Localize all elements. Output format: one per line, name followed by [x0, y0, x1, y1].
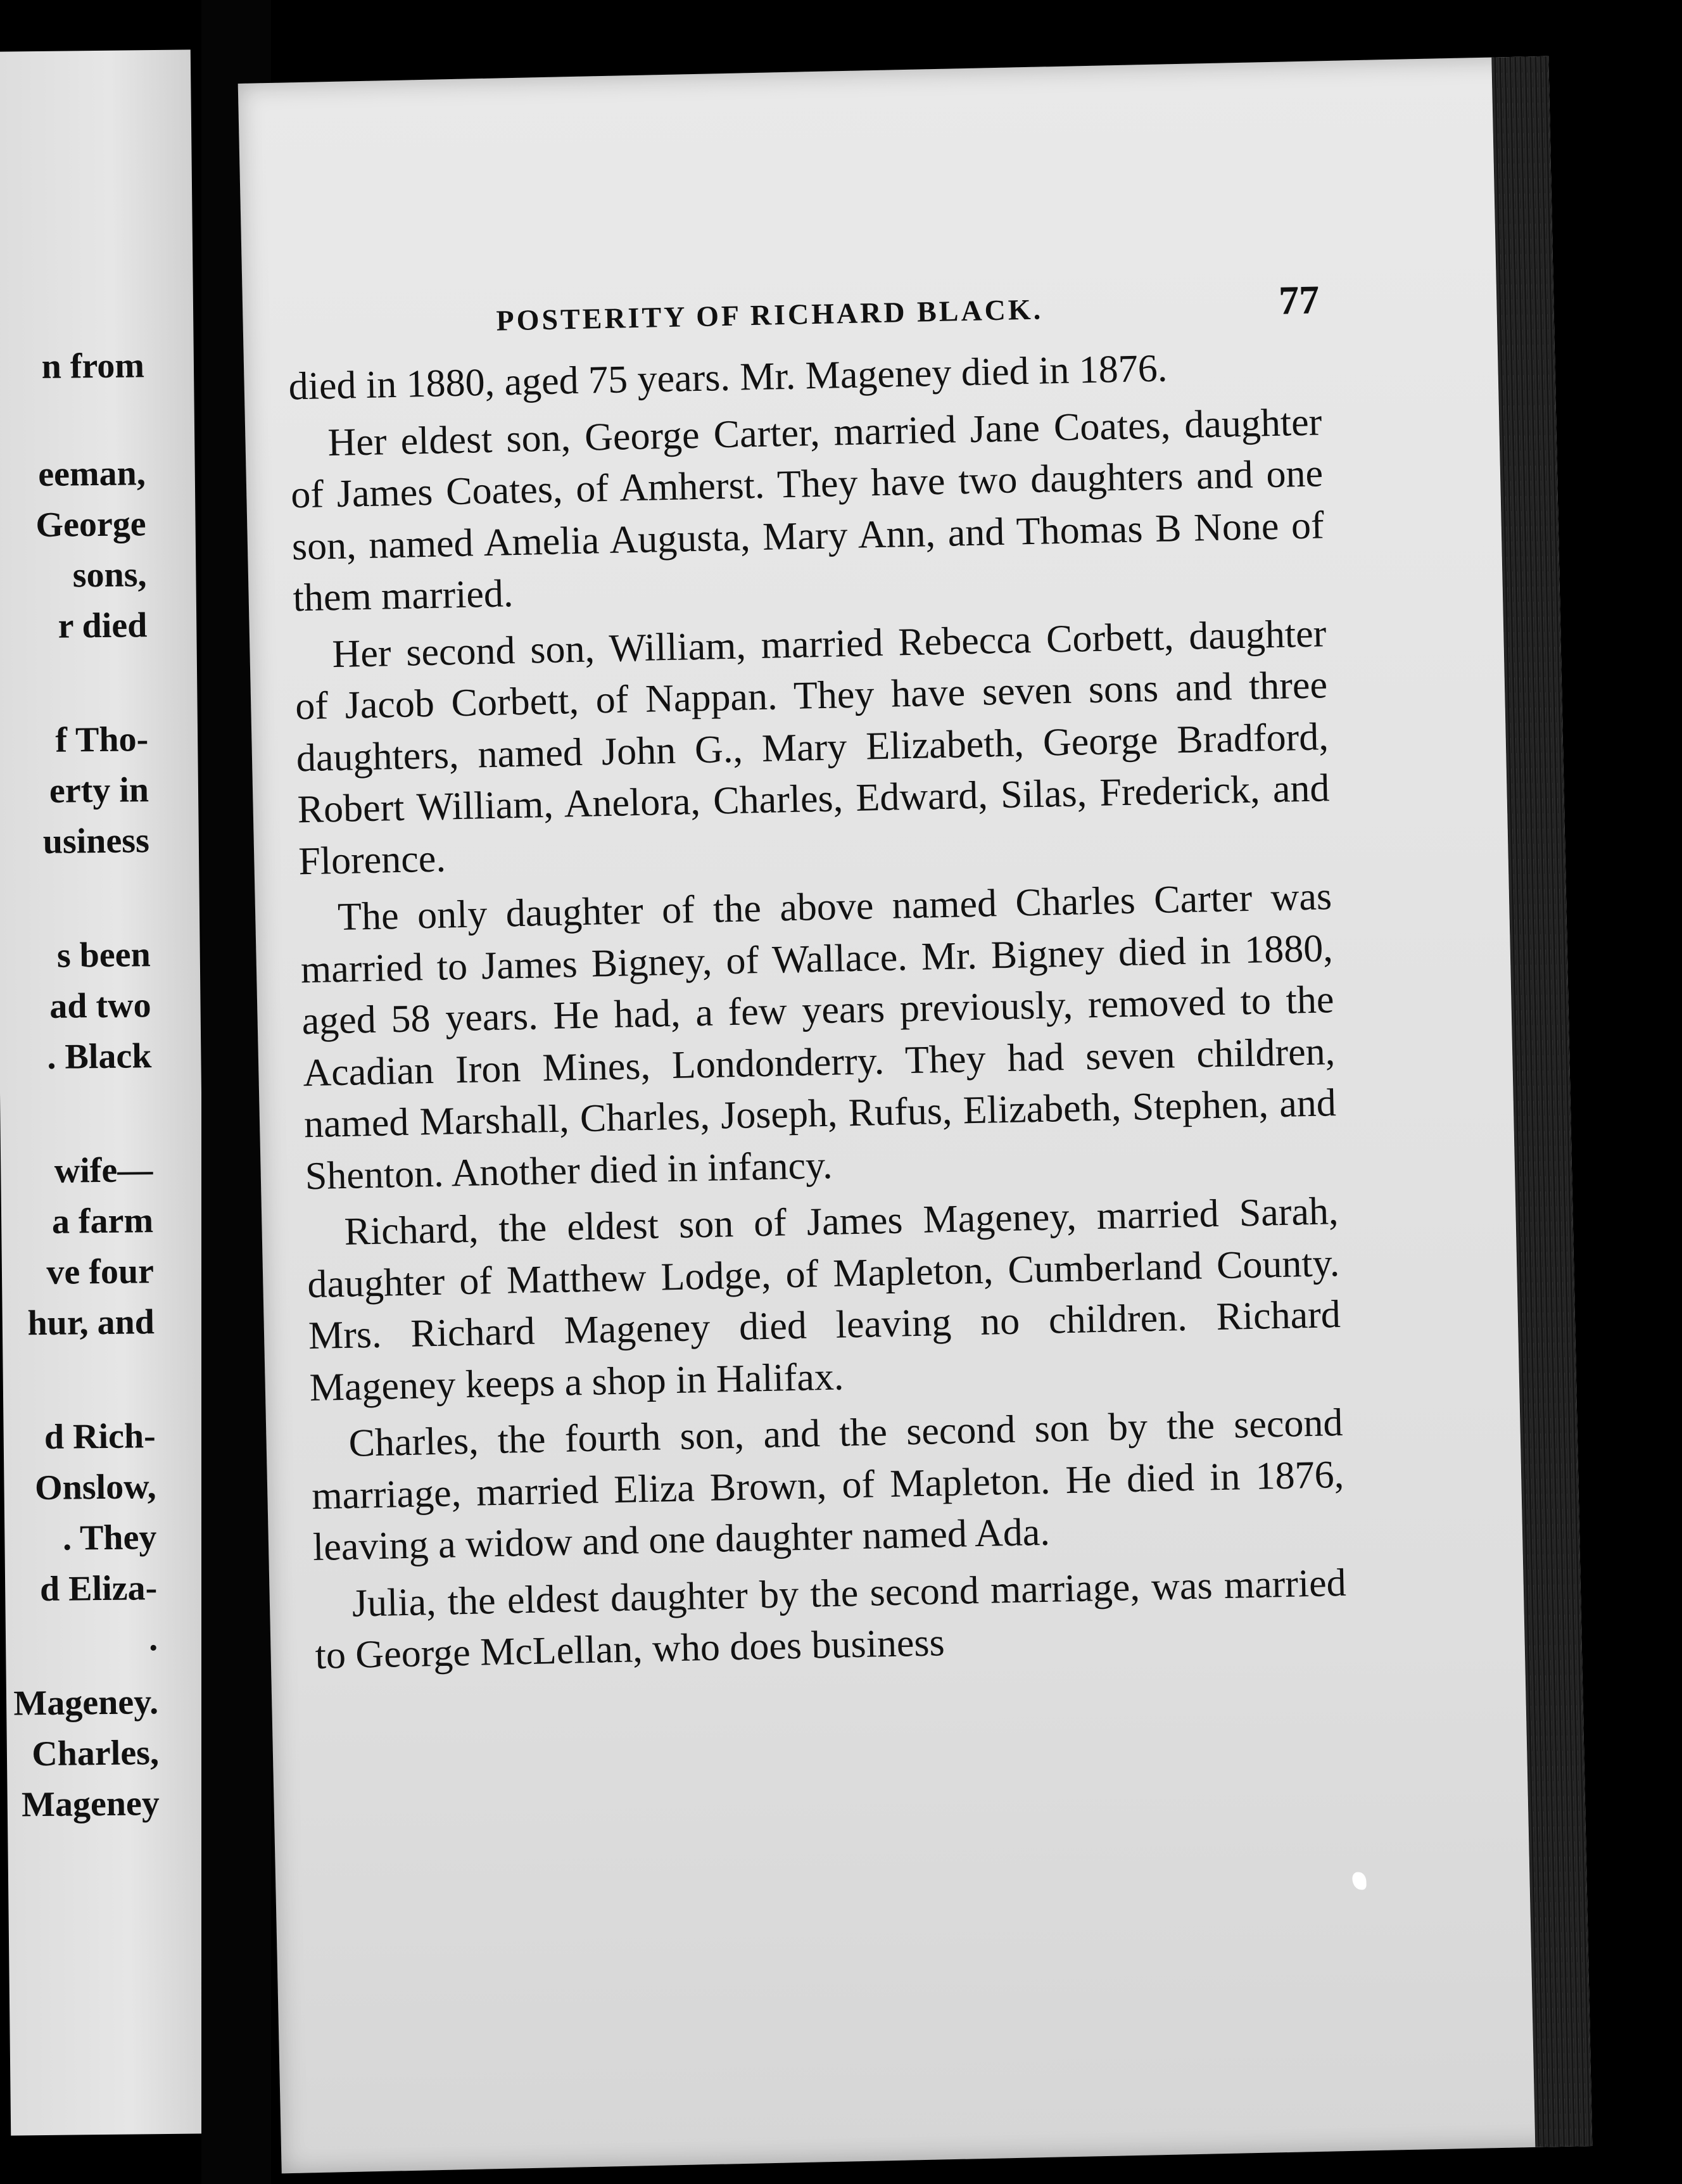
previous-page [0, 49, 212, 2135]
left-fragment: Onslow, [34, 1467, 156, 1508]
page-edge [1491, 56, 1592, 2147]
paragraph: The only daughter of the above named Charles Carter was married to James Bigney, of Wallace. Mr. Bigney died in 1880, aged 58 years. He had, a few years previously, removed to the Acadian Iron Mines, Londonderry. They had seven children, named Marshall, Charles, Joseph, Rufus, Elizabeth, Stephen, and Shenton. Another died in infancy. [300, 875, 1337, 1198]
left-fragment: n from [41, 346, 145, 386]
paper-speck [1352, 1872, 1367, 1889]
left-fragment: Charles, [31, 1733, 160, 1774]
running-head [496, 276, 1320, 340]
left-fragment: ve four [46, 1252, 155, 1292]
left-fragment: . [148, 1619, 158, 1659]
book-page [238, 56, 1593, 2174]
paragraph: died in 1880, aged 75 years. Mr. Mageney died in 1876. [288, 346, 1168, 409]
left-fragment: d Rich- [44, 1416, 156, 1457]
left-fragment: sons, [72, 555, 147, 595]
paragraph: Charles, the fourth son, and the second son by the second marriage, married Eliza Brown, of Mapleton. He died in 1876, leaving a widow and one daughter named Ada. [311, 1400, 1344, 1570]
left-fragment: usiness [42, 821, 150, 861]
body-text [288, 340, 1348, 1682]
paragraph: Her eldest son, George Carter, married Jane Coates, daughter of James Coates, of Amherst. They have two daughters and one son, named Amelia Augusta, Mary Ann, and Thomas B None of them married. [290, 400, 1325, 620]
left-fragment: hur, and [27, 1302, 155, 1343]
left-fragment: Mageney. [13, 1682, 159, 1724]
left-fragment: r died [58, 606, 148, 646]
paragraph: Her second son, William, married Rebecca Corbett, daughter of Jacob Corbett, of Nappan. They have seven sons and three daughters, named John G., Mary Elizabeth, George Bradford, Robert William, Anelora, Charles, Edward, Silas, Frederick, and Florence. [294, 611, 1331, 883]
left-fragment: f Tho- [55, 720, 149, 760]
paragraph: Richard, the eldest son of James Mageney, married Sarah, daughter of Matthew Lodge, of Mapleton, Cumberland County. Mrs. Richard Mageney died leaving no children. Richard Mageney keeps a shop in Halifax. [307, 1190, 1341, 1409]
left-fragment: erty in [49, 770, 149, 811]
left-fragment: . They [62, 1518, 157, 1558]
left-fragment: s been [56, 935, 151, 975]
left-fragment: a farm [51, 1201, 154, 1241]
left-fragment: ad two [49, 986, 151, 1026]
left-fragment: Mageney [21, 1784, 160, 1825]
left-fragment: . Black [47, 1036, 152, 1077]
left-fragment: eeman, [37, 454, 146, 494]
paragraph: Julia, the eldest daughter by the second marriage, was married to George McLellan, who does business [314, 1561, 1347, 1678]
left-fragment: George [35, 504, 146, 545]
left-fragment: wife— [54, 1150, 153, 1191]
page-number: 77 [1278, 277, 1320, 323]
left-fragment: d Eliza- [39, 1568, 158, 1609]
running-head-title: POSTERITY OF RICHARD BLACK. [496, 293, 1044, 337]
